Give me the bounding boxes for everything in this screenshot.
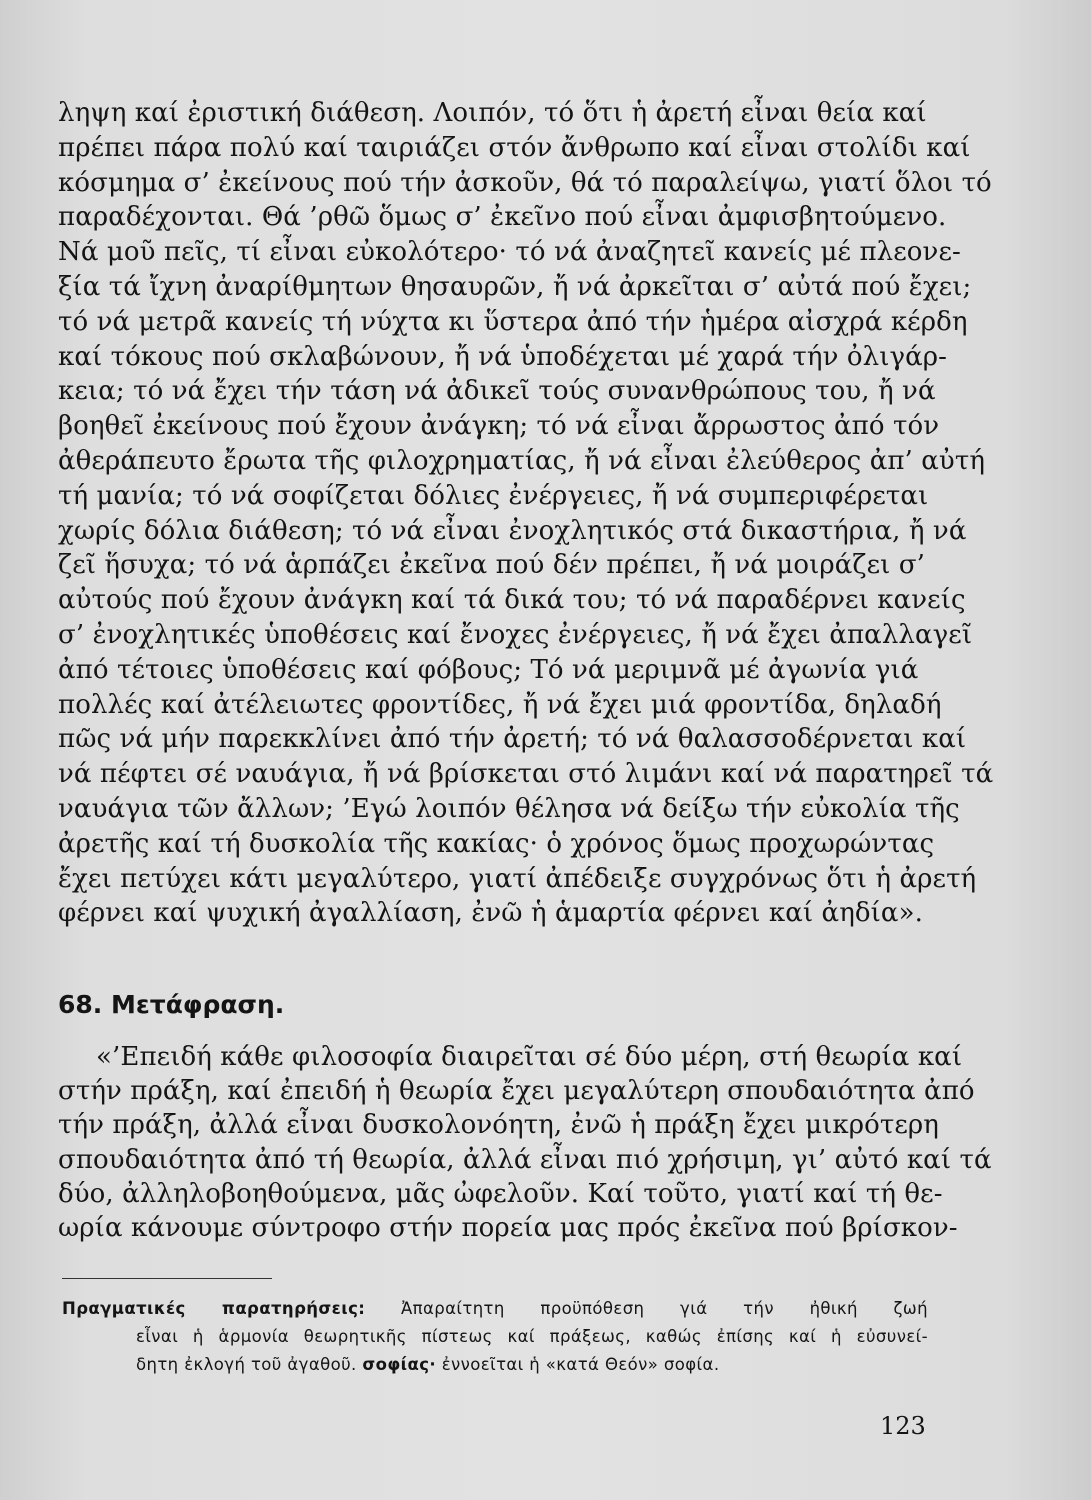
body-line: ζεῖ ἥσυχα; τό νά ἁρπάζει ἐκεῖνα πού δέν πρέπει, ἤ νά μοιράζει σ’ — [58, 550, 926, 581]
body-line: Νά μοῦ πεῖς, τί εἶναι εὐκολότερο· τό νά ἀναζητεῖ κανείς μέ πλεονε- — [58, 237, 961, 268]
section-line: ωρία κάνουμε σύντροφο στήν πορεία μας πρός ἐκεῖνα πού βρίσκον- — [58, 1213, 958, 1243]
body-line: πῶς νά μήν παρεκκλίνει ἀπό τήν ἀρετή; τό νά θαλασσοδέρνεται καί — [58, 724, 967, 755]
body-line: κεια; τό νά ἔχει τήν τάση νά ἀδικεῖ τούς συνανθρώπους του, ἤ νά — [58, 376, 936, 407]
body-line: νά πέφτει σέ ναυάγια, ἤ νά βρίσκεται στό λιμάνι καί νά παρατηρεῖ τά — [58, 759, 994, 790]
footnote-separator — [62, 1278, 272, 1279]
footnote-text-1: Ἀπαραίτητη προϋπόθεση γιά τήν ἠθική ζωή — [400, 1299, 928, 1318]
body-line: πολλές καί ἀτέλειωτες φροντίδες, ἤ νά ἔχει μιά φροντίδα, δηλαδή — [58, 689, 942, 720]
section-line: σπουδαιότητα ἀπό τή θεωρία, ἀλλά εἶναι πιό χρήσιμη, γι’ αὐτό καί τά — [58, 1144, 992, 1175]
footnote-text-3b: ἐννοεῖται ἡ «κατά Θεόν» σοφία. — [441, 1355, 720, 1374]
section-line: «’Επειδή κάθε φιλοσοφία διαιρεῖται σέ δύο μέρη, στή θεωρία καί — [96, 1042, 963, 1072]
body-line: πρέπει πάρα πολύ καί ταιριάζει στόν ἄνθρωπο καί εἶναι στολίδι καί — [58, 132, 971, 163]
body-line: ἀπό τέτοιες ὑποθέσεις καί φόβους; Τό νά μεριμνᾶ μέ ἀγωνία γιά — [58, 654, 919, 685]
page-number: 123 — [880, 1412, 926, 1440]
body-line: παραδέχονται. Θά ’ρθῶ ὅμως σ’ ἐκεῖνο πού εἶναι ἀμφισβητούμενο. — [58, 202, 947, 233]
body-line: φέρνει καί ψυχική ἀγαλλίαση, ἐνῶ ἡ ἁμαρτία φέρνει καί ἀηδία». — [58, 898, 923, 929]
section-line: δύο, ἀλληλοβοηθούμενα, μᾶς ὠφελοῦν. Καί τοῦτο, γιατί καί τή θε- — [58, 1178, 943, 1209]
body-line: κόσμημα σ’ ἐκείνους πού τήν ἀσκοῦν, θά τό παραλείψω, γιατί ὅλοι τό — [58, 167, 992, 198]
section-heading: 68. Μετάφραση. — [58, 990, 285, 1019]
body-line: ληψη καί ἐριστική διάθεση. Λοιπόν, τό ὅτι ἡ ἀρετή εἶναι θεία καί — [58, 98, 927, 128]
body-line: σ’ ἐνοχλητικές ὑποθέσεις καί ἔνοχες ἐνέργειες, ἤ νά ἔχει ἀπαλλαγεῖ — [58, 620, 973, 650]
section-line: τήν πράξη, ἀλλά εἶναι δυσκολονόητη, ἐνῶ ἡ πράξη ἔχει μικρότερη — [58, 1110, 939, 1141]
body-line: τό νά μετρᾶ κανείς τή νύχτα κι ὕστερα ἀπό τήν ἡμέρα αἰσχρά κέρδη — [58, 306, 968, 337]
body-line: χωρίς δόλια διάθεση; τό νά εἶναι ἐνοχλητικός στά δικαστήρια, ἤ νά — [58, 515, 967, 546]
body-line: ἔχει πετύχει κάτι μεγαλύτερο, γιατί ἀπέδειξε συγχρόνως ὅτι ἡ ἀρετή — [58, 863, 977, 894]
section-line: στήν πράξη, καί ἐπειδή ἡ θεωρία ἔχει μεγαλύτερη σπουδαιότητα ἀπό — [58, 1076, 975, 1107]
body-line: ναυάγια τῶν ἄλλων; ’Εγώ λοιπόν θέλησα νά δείξω τήν εὐκολία τῆς — [58, 794, 960, 824]
body-line: βοηθεῖ ἐκείνους πού ἔχουν ἀνάγκη; τό νά εἶναι ἄρρωστος ἀπό τόν — [58, 411, 940, 442]
body-line: ἀθεράπευτο ἔρωτα τῆς φιλοχρηματίας, ἤ νά εἶναι ἐλεύθερος ἀπ’ αὐτή — [58, 446, 985, 476]
body-line: ξία τά ἴχνη ἀναρίθμητων θησαυρῶν, ἤ νά ἀρκεῖται σ’ αὐτά πού ἔχει; — [58, 272, 972, 302]
footnote-text-3a: δητη ἐκλογή τοῦ ἀγαθοῦ. — [136, 1355, 357, 1374]
body-line: καί τόκους πού σκλαβώνουν, ἤ νά ὑποδέχεται μέ χαρά τήν ὀλιγάρ- — [58, 341, 948, 372]
footnote-line-2: εἶναι ἡ ἁρμονία θεωρητικῆς πίστεως καί πράξεως, καθώς ἐπίσης καί ἡ εὐσυνεί- — [136, 1327, 928, 1346]
footnote-label: Πραγματικές παρατηρήσεις: — [62, 1299, 366, 1318]
footnote-term: σοφίας· — [362, 1355, 437, 1374]
footnote-line-1 — [62, 1298, 928, 1320]
body-line: τή μανία; τό νά σοφίζεται δόλιες ἐνέργειες, ἤ νά συμπεριφέρεται — [58, 480, 929, 511]
body-line: ἀρετῆς καί τή δυσκολία τῆς κακίας· ὁ χρόνος ὅμως προχωρώντας — [58, 828, 935, 859]
body-line: αὐτούς πού ἔχουν ἀνάγκη καί τά δικά του; τό νά παραδέρνει κανείς — [58, 585, 966, 616]
footnote-line-3 — [136, 1354, 928, 1376]
